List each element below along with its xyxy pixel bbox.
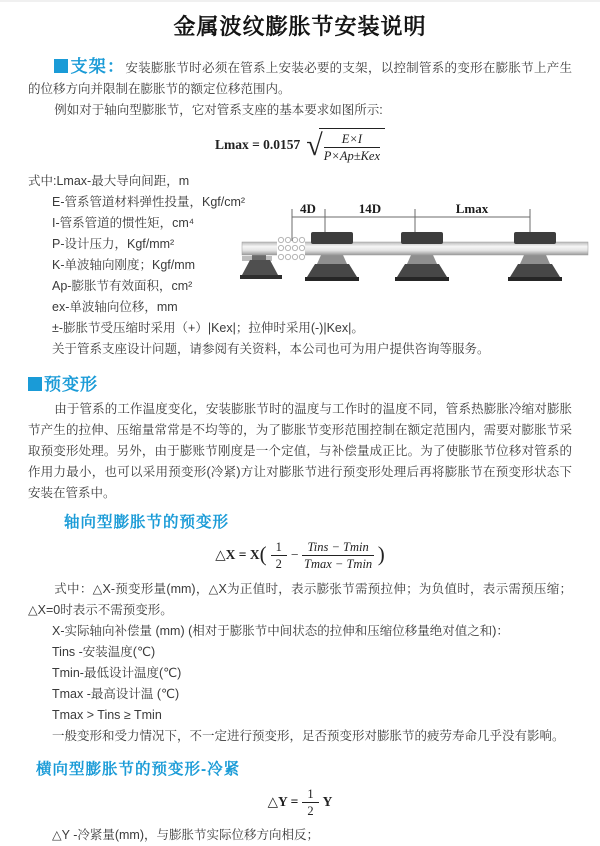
definition-line: E-管系管道材料弹性投量，Kgf/cm² [52,194,246,209]
definition-line: ±-膨胀节受压缩时采用（+）|Kex|；拉伸时采用(-)|Kex|。 [52,320,364,335]
lmax-formula-numerator: E×I [324,132,380,148]
half-denominator: 2 [275,557,282,572]
pipe-guide-support [305,255,359,281]
section-marker-icon [54,59,68,73]
axial-note-line: 一般变形和受力情况下，不一定进行预变形，足否预变形对膨胀节的疲劳寿命几乎没有影响。 [52,728,565,743]
definitions-and-diagram-area [28,171,572,360]
pipe-guide-support [395,255,449,281]
half-denominator: 2 [307,803,314,818]
axial-note-line: Tins -安装温度(℃) [52,644,156,659]
radical-symbol: √ [306,128,323,162]
minus-sign: − [290,546,299,562]
open-paren: ( [259,541,267,566]
half-numerator: 1 [271,540,287,556]
definition-line: 式中:Lmax-最大导向间距，m [28,173,190,188]
lateral-formula-rhs: Y [322,793,333,809]
definition-line: 关于管系支座设计问题，请参阅有关资料，本公司也可为用户提供咨询等服务。 [52,341,490,356]
lateral-predeform-formula [28,787,572,819]
axial-predeform-formula [28,540,572,572]
lmax-formula-lhs: Lmax = 0.0157 [214,136,301,152]
predeform-body-text: 由于管系的工作温度变化，安装膨胀节时的温度与工作时的温度不同，管系热膨胀冷缩对膨胀节产生的拉伸、压缩量常常是不均等的，为了膨胀节变形范围控制在额定范围内，需要对膨胀节采取预变形处理。另外，由于膨账节刚度是一个定值，与补偿量成正比。为了使膨胀节位移对管系的作用力最小，也可以采用预变形(冷紧)方让对膨胀节进行预变形处理后再将膨胀节在预变形状态下安装在管系中。 [28,401,572,500]
axial-note-line: Tmax > Tins ≥ Tmin [52,707,162,722]
page-title: 金属波纹膨胀节安装说明 [173,14,427,39]
dimension-label-4d: 4D [300,200,316,216]
section-marker-icon [28,377,42,391]
axial-formula-denominator: Tmax − Tmin [304,557,373,572]
lmax-formula-denominator: P×Ap±Kex [323,149,381,164]
lateral-note-line: △Y -冷紧量(mm)，与膨胀节实际位移方向相反； [52,828,320,843]
definition-line: K-单波轴向刚度；Kgf/mm [52,257,196,272]
predeform-heading-label: 预变形 [44,374,98,394]
lmax-formula [28,128,572,164]
support-heading-label: 支架： [70,57,126,76]
definition-line: I-管系管道的惯性矩，cm⁴ [52,215,195,230]
sqrt-radical [306,128,385,164]
support-intro-paragraph [28,56,572,100]
guide-clamp-caps [311,232,556,244]
lateral-formula-lhs: △Y = [267,793,299,809]
axial-note-line: Tmin-最低设计温度(℃) [52,665,182,680]
bellows-joint [277,237,305,261]
axial-formula-lhs: △X = X [215,546,260,562]
half-numerator: 1 [302,787,318,803]
axial-note-line: X-实际轴向补偿量 (mm) (相对于膨胀节中间状态的拉伸和压缩位移量绝对值之和)： [52,623,509,638]
pipe-guide-support [508,255,562,281]
close-paren: ) [377,541,385,566]
axial-formula-numerator: Tins − Tmin [302,540,373,556]
dimension-label-lmax: Lmax [455,200,489,216]
pipe-support-diagram [240,201,590,299]
support-intro-text: 安装膨胀节时必须在管系上安装必要的支架，以控制管系的变形在膨胀节上产生的位移方向并限制在膨胀节的额定位移范围内。 [28,61,572,96]
axial-subsection-heading: 轴向型膨胀节的预变形 [64,513,230,531]
support-section-heading [54,57,126,76]
predeform-section-heading [28,374,572,397]
axial-note-paragraph: 式中：△X-预变形量(mm)，△X为正值时，表示膨张节需预拉伸；为负值时，表示需预压缩；△X=0时表示不需预变形。 [28,581,572,617]
dimension-label-14d: 14D [358,200,382,216]
definition-line: Ap-膨胀节有效面积，cm² [52,278,193,293]
definition-line: P-设计压力，Kgf/mm² [52,236,175,251]
axial-note-line: Tmax -最高设计温 (℃) [52,686,180,701]
definition-line: ex-单波轴向位移，mm [52,299,178,314]
support-example-text: 例如对于轴向型膨胀节，它对管系支座的基本要求如图所示: [54,103,383,117]
lateral-subsection-heading: 横向型膨胀节的预变形-冷紧 [36,760,241,778]
